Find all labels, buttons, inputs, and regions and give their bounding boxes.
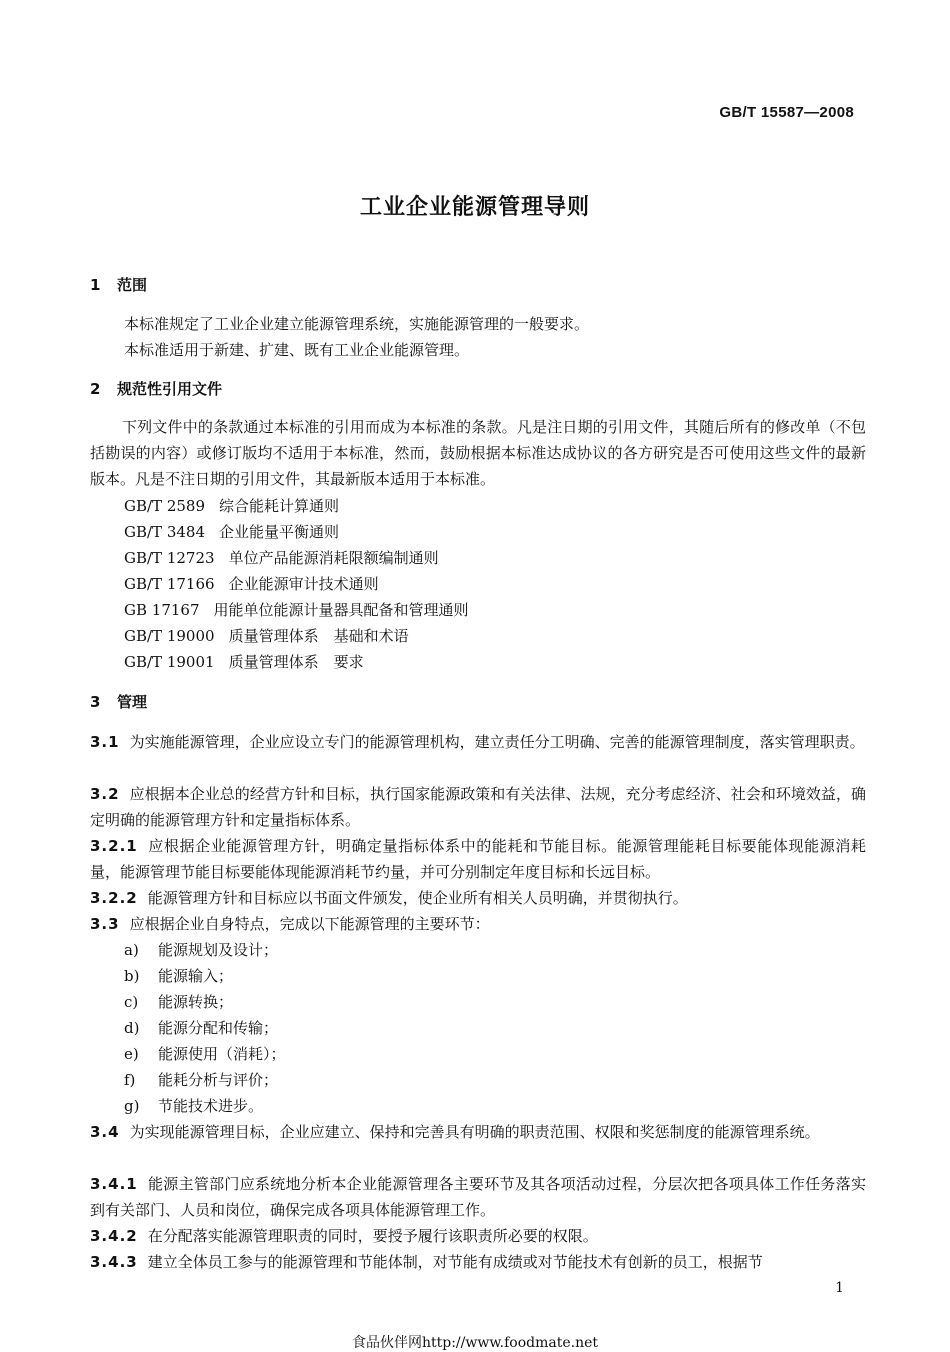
clause-text: 应根据企业能源管理方针，明确定量指标体系中的能耗和节能目标。能源管理能耗目标要能体现能源消耗量，能源管理节能目标要能体现能源消耗节约量，并可分别制定年度目标和长远目标。	[90, 837, 866, 881]
list-marker: g)	[124, 1097, 140, 1115]
reference-code: GB/T 12723	[124, 549, 215, 567]
clause	[90, 911, 866, 937]
clause-text: 能源管理方针和目标应以书面文件颁发，使企业所有相关人员明确，并贯彻执行。	[147, 889, 688, 907]
clause-text: 应根据本企业总的经营方针和目标，执行国家能源政策和有关法律、法规，充分考虑经济、社会和环境效益，确定明确的能源管理方针和定量指标体系。	[90, 785, 866, 829]
list-text: 能源规划及设计；	[158, 941, 279, 959]
clause	[90, 1119, 866, 1145]
list-marker: c)	[124, 993, 139, 1011]
clause-number: 3.4.3	[90, 1253, 138, 1271]
reference-item	[124, 597, 469, 623]
list-item	[124, 989, 233, 1015]
list-item	[124, 1093, 263, 1119]
reference-item	[124, 493, 339, 519]
clause-text: 在分配落实能源管理职责的同时，要授予履行该职责所必要的权限。	[147, 1227, 598, 1245]
section-title: 管理	[117, 693, 148, 711]
reference-code: GB/T 19001	[124, 653, 215, 671]
paragraph: 本标准适用于新建、扩建、既有工业企业能源管理。	[124, 341, 470, 359]
list-item	[124, 1015, 278, 1041]
list-item	[124, 937, 278, 963]
list-item	[124, 963, 233, 989]
footer-watermark: 食品伙伴网http://www.foodmate.net	[351, 1335, 599, 1351]
section-number: 3	[90, 693, 101, 711]
clause-number: 3.2	[90, 785, 120, 803]
section-number: 1	[90, 276, 101, 294]
reference-code: GB/T 19000	[124, 627, 215, 645]
reference-item	[124, 649, 364, 675]
clause	[90, 1171, 866, 1223]
reference-item	[124, 623, 409, 649]
clause	[90, 833, 866, 885]
clause	[90, 1249, 866, 1275]
paragraph: 本标准规定了工业企业建立能源管理系统，实施能源管理的一般要求。	[124, 315, 590, 333]
list-marker: a)	[124, 941, 139, 959]
reference-title: 用能单位能源计量器具配备和管理通则	[213, 601, 469, 619]
list-marker: e)	[124, 1045, 139, 1063]
standard-code: GB/T 15587—2008	[719, 104, 854, 121]
list-text: 能耗分析与评价；	[158, 1071, 279, 1089]
clause-number: 3.2.1	[90, 837, 138, 855]
list-text: 能源输入；	[158, 967, 234, 985]
reference-title: 企业能源审计技术通则	[228, 575, 379, 593]
clause	[90, 729, 866, 755]
reference-code: GB/T 3484	[124, 523, 206, 541]
clause-number: 3.2.2	[90, 889, 138, 907]
section-title: 范围	[117, 276, 148, 294]
clause-text: 为实现能源管理目标，企业应建立、保持和完善具有明确的职责范围、权限和奖惩制度的能源管理系统。	[129, 1123, 820, 1141]
clause	[90, 885, 866, 911]
reference-item	[124, 519, 339, 545]
clause-number: 3.3	[90, 915, 120, 933]
reference-title: 企业能量平衡通则	[219, 523, 340, 541]
section-number: 2	[90, 380, 101, 398]
section-title: 规范性引用文件	[117, 380, 223, 398]
reference-item	[124, 545, 439, 571]
clause-text: 建立全体员工参与的能源管理和节能体制，对节能有成绩或对节能技术有创新的员工，根据节	[147, 1253, 763, 1271]
reference-item	[124, 571, 379, 597]
list-text: 节能技术进步。	[158, 1097, 264, 1115]
list-text: 能源转换；	[158, 993, 234, 1011]
clause	[90, 1223, 866, 1249]
clause-text: 为实施能源管理，企业应设立专门的能源管理机构，建立责任分工明确、完善的能源管理制度，落实管理职责。	[129, 733, 865, 751]
page-number: 1	[835, 1280, 844, 1296]
clause	[90, 781, 866, 833]
reference-title: 综合能耗计算通则	[219, 497, 340, 515]
reference-title: 质量管理体系 要求	[228, 653, 364, 671]
section-3-heading	[90, 691, 147, 712]
reference-code: GB/T 2589	[124, 497, 206, 515]
clause-number: 3.1	[90, 733, 120, 751]
clause-number: 3.4	[90, 1123, 120, 1141]
reference-title: 质量管理体系 基础和术语	[228, 627, 409, 645]
clause-text: 应根据企业自身特点，完成以下能源管理的主要环节：	[129, 915, 490, 933]
list-text: 能源使用（消耗）；	[158, 1045, 286, 1063]
reference-title: 单位产品能源消耗限额编制通则	[228, 549, 439, 567]
list-item	[124, 1041, 286, 1067]
document-title: 工业企业能源管理导则	[359, 195, 590, 220]
section-2-heading	[90, 378, 222, 399]
clause-number: 3.4.2	[90, 1227, 138, 1245]
reference-code: GB 17167	[124, 601, 200, 619]
clause-text: 能源主管部门应系统地分析本企业能源管理各主要环节及其各项活动过程，分层次把各项具体工作任务落实到有关部门、人员和岗位，确保完成各项具体能源管理工作。	[90, 1175, 866, 1219]
list-marker: f)	[124, 1071, 136, 1089]
clause-number: 3.4.1	[90, 1175, 138, 1193]
list-text: 能源分配和传输；	[158, 1019, 279, 1037]
list-marker: b)	[124, 967, 140, 985]
section-1-heading	[90, 274, 147, 295]
list-item	[124, 1067, 278, 1093]
references-intro: 下列文件中的条款通过本标准的引用而成为本标准的条款。凡是注日期的引用文件，其随后所有的修改单（不包括勘误的内容）或修订版均不适用于本标准，然而，鼓励根据本标准达成协议的各方研究是否可使用这些文件的最新版本。凡是不注日期的引用文件，其最新版本适用于本标准。	[90, 418, 866, 488]
list-marker: d)	[124, 1019, 140, 1037]
reference-code: GB/T 17166	[124, 575, 215, 593]
